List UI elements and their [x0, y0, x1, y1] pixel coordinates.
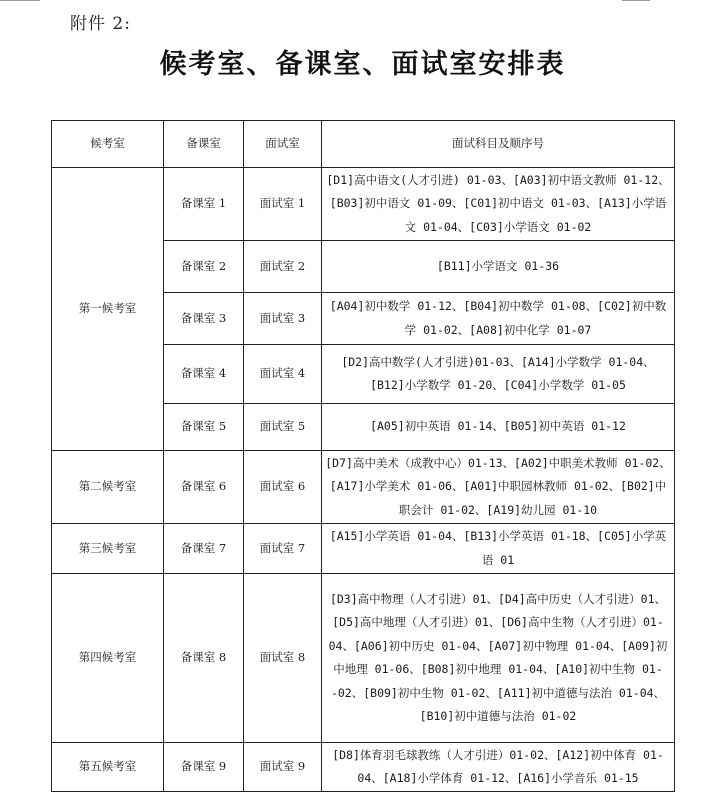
interview-room-cell: 面试室 3 — [244, 293, 322, 345]
table-row — [52, 574, 675, 743]
arrangement-table — [51, 120, 675, 792]
interview-room-cell: 面试室 6 — [244, 451, 322, 524]
prep-room-cell: 备课室 8 — [164, 574, 244, 743]
subjects-cell: [A15]小学英语 01-04、[B13]小学英语 01-18、[C05]小学英语 01 — [322, 524, 675, 574]
interview-room-cell: 面试室 8 — [244, 574, 322, 743]
prep-room-cell: 备课室 4 — [164, 345, 244, 404]
header-interview-room: 面试室 — [244, 121, 322, 168]
table-row — [52, 524, 675, 574]
subjects-cell: [D7]高中美术（成教中心）01-13、[A02]中职美术教师 01-02、[A17]小学美术 01-06、[A01]中职园林教师 01-02、[B02]中职会计 01-02、[A19]幼儿园 01-10 — [322, 451, 675, 524]
subjects-cell: [A04]初中数学 01-12、[B04]初中数学 01-08、[C02]初中数学 01-02、[A08]初中化学 01-07 — [322, 293, 675, 345]
table-row — [52, 168, 675, 241]
table-row — [52, 451, 675, 524]
header-subjects: 面试科目及顺序号 — [322, 121, 675, 168]
header-waiting-room: 候考室 — [52, 121, 164, 168]
waiting-room-cell: 第四候考室 — [52, 574, 164, 743]
interview-room-cell: 面试室 5 — [244, 404, 322, 451]
interview-room-cell: 面试室 9 — [244, 743, 322, 792]
prep-room-cell: 备课室 2 — [164, 241, 244, 293]
prep-room-cell: 备课室 3 — [164, 293, 244, 345]
header-prep-room: 备课室 — [164, 121, 244, 168]
header-row — [52, 121, 675, 168]
subjects-cell: [B11]小学语文 01-36 — [322, 241, 675, 293]
top-rule-right — [622, 0, 650, 1]
subjects-cell: [D2]高中数学(人才引进)01-03、[A14]小学数学 01-04、[B12]小学数学 01-20、[C04]小学数学 01-05 — [322, 345, 675, 404]
interview-room-cell: 面试室 4 — [244, 345, 322, 404]
prep-room-cell: 备课室 7 — [164, 524, 244, 574]
interview-room-cell: 面试室 7 — [244, 524, 322, 574]
subjects-cell: [D3]高中物理（人才引进）01、[D4]高中历史（人才引进）01、[D5]高中地理（人才引进）01、[D6]高中生物（人才引进）01-04、[A06]初中历史 01-04、[A07]初中物理 01-04、[A09]初中地理 01-06、[B08]初中地理 01-04、[A10]初中生物 01--02、[B09]初中生物 01-02、[A11]初中道德与法治 01-04、[B10]初中道德与法治 01-02 — [322, 574, 675, 743]
waiting-room-cell: 第二候考室 — [52, 451, 164, 524]
subjects-cell: [D8]体育羽毛球教练（人才引进）01-02、[A12]初中体育 01-04、[A18]小学体育 01-12、[A16]小学音乐 01-15 — [322, 743, 675, 792]
subjects-cell: [A05]初中英语 01-14、[B05]初中英语 01-12 — [322, 404, 675, 451]
prep-room-cell: 备课室 1 — [164, 168, 244, 241]
interview-room-cell: 面试室 1 — [244, 168, 322, 241]
table-row — [52, 743, 675, 792]
waiting-room-cell: 第三候考室 — [52, 524, 164, 574]
top-rule-left — [0, 0, 40, 1]
waiting-room-cell: 第五候考室 — [52, 743, 164, 792]
subjects-cell: [D1]高中语文(人才引进) 01-03、[A03]初中语文教师 01-12、[B03]初中语文 01-09、[C01]初中语文 01-03、[A13]小学语文 01-04、[C03]小学语文 01-02 — [322, 168, 675, 241]
prep-room-cell: 备课室 9 — [164, 743, 244, 792]
page-title: 候考室、备课室、面试室安排表 — [159, 49, 566, 80]
prep-room-cell: 备课室 5 — [164, 404, 244, 451]
interview-room-cell: 面试室 2 — [244, 241, 322, 293]
attachment-label: 附件 2: — [70, 14, 131, 34]
prep-room-cell: 备课室 6 — [164, 451, 244, 524]
waiting-room-cell: 第一候考室 — [52, 168, 164, 451]
